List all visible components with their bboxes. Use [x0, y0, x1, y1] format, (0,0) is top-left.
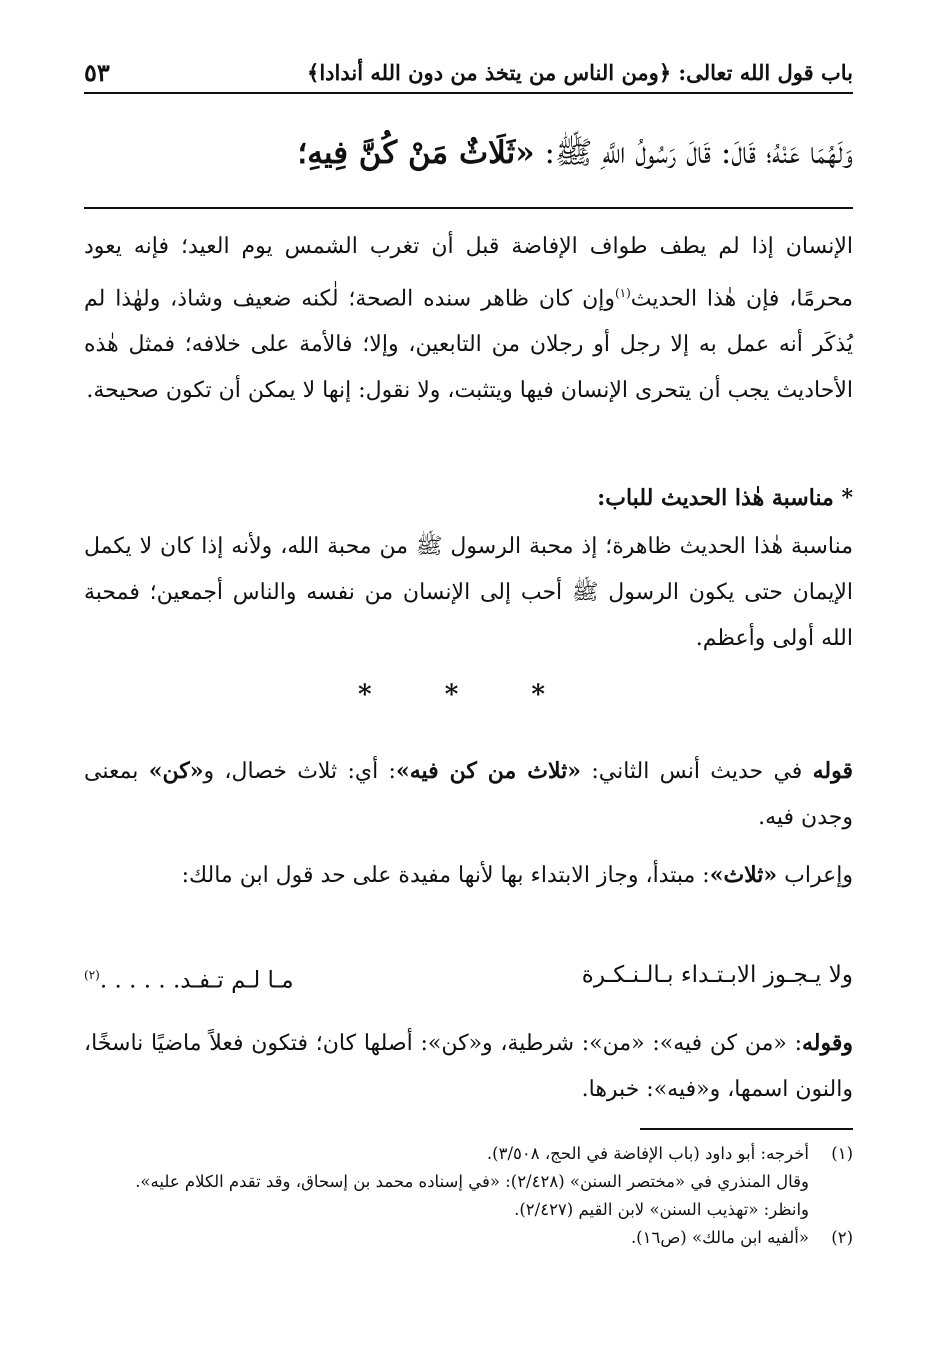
footnote-number: (٢) — [831, 1228, 853, 1247]
page-header — [84, 52, 853, 94]
section-separator: * * * — [358, 680, 577, 710]
footnote-number — [809, 1168, 853, 1196]
footnotes — [84, 1140, 853, 1252]
verse-hemistich-2: مـا لـم تـفـد. . . . . . — [99, 967, 294, 994]
paragraph-3-lead: قوله — [812, 758, 854, 784]
paragraph-4 — [84, 852, 853, 899]
footnote-number — [809, 1196, 853, 1224]
hadith-intro: وَلَهُمَا عَنْهُ؛ قَالَ: قَالَ رَسُولُ اللَّهِ ﷺ: — [534, 135, 853, 171]
paragraph-4-text-a: وإعراب — [777, 863, 853, 888]
paragraph-3-quote: «ثلاث من كن فيه» — [395, 758, 582, 784]
footnote-item — [84, 1196, 853, 1224]
verse-hemistich-1: ولا يـجـوز الابـتـداء بـالـنـكـرة — [581, 962, 853, 988]
paragraph-4-text-b: : مبتدأ، وجاز الابتداء بها لأنها مفيدة على حد قول ابن مالك: — [181, 863, 710, 888]
paragraph-3 — [84, 748, 853, 841]
running-title: باب قول الله تعالى: ﴿ومن الناس من يتخذ من دون الله أندادا﴾ — [307, 59, 853, 85]
paragraph-3-text-b: : أي: ثلاث خصال، و — [203, 759, 396, 784]
footnote-text: أخرجه: أبو داود (باب الإفاضة في الحج، ٣/٥٠٨). — [486, 1144, 809, 1163]
paragraph-1-text-a: الإنسان إذا لم يطف طواف الإفاضة قبل أن تغرب الشمس يوم العيد؛ فإنه يعود محرمًا، فإن هٰذا الحديث — [84, 234, 853, 312]
footnote-text: وقال المنذري في «مختصر السنن» (٢/٤٢٨): «في إسناده محمد بن إسحاق، وقد تقدم الكلام عليه». — [135, 1172, 809, 1191]
section-divider — [84, 207, 853, 209]
poetry-verse — [84, 955, 853, 1001]
section-heading: * مناسبة هٰذا الحديث للباب: — [597, 485, 853, 511]
paragraph-3-text-c: بمعنى وجدن فيه. — [84, 759, 853, 830]
paragraph-3-quote-2: «كن» — [148, 758, 204, 784]
hadith-quote: «ثَلَاثٌ مَنْ كُنَّ فِيهِ؛ — [297, 135, 535, 171]
footnote-item — [84, 1140, 853, 1168]
page-number: ٥٣ — [84, 57, 110, 87]
paragraph-2 — [84, 524, 853, 662]
paragraph-3-text-a: في حديث أنس الثاني: — [581, 759, 813, 784]
footnote-ref-2: (٢) — [84, 968, 100, 982]
footnote-ref-1: (١) — [614, 286, 631, 300]
paragraph-5 — [84, 1020, 853, 1113]
footnote-number: (١) — [831, 1144, 853, 1163]
paragraph-4-quote: «ثلاث» — [709, 862, 778, 888]
paragraph-1 — [84, 224, 853, 414]
hadith-text — [84, 128, 853, 178]
footnote-divider — [640, 1128, 853, 1130]
footnote-item — [84, 1168, 853, 1196]
footnote-item — [84, 1224, 853, 1252]
paragraph-1-text-b: وإن كان ظاهر سنده الصحة؛ لٰكنه ضعيف وشاذ، ولهٰذا لم يُذكَر أنه عمل به إلا رجل أو رجلان من التابعين، وإلا؛ فالأمة على خلافه؛ فمثل هٰذه الأحاديث يجب أن يتحرى الإنسان فيها ويتثبت، ولا نقول: إنها لا يمكن أن تكون صحيحة. — [84, 286, 853, 404]
footnote-text: وانظر: «تهذيب السنن» لابن القيم (٢/٤٢٧). — [514, 1200, 809, 1219]
paragraph-5-text: : «من كن فيه»: «من»: شرطية، و«كن»: أصلها كان؛ فتكون فعلاً ماضيًا ناسخًا، والنون اسمها، و«فيه»: خبرها. — [84, 1031, 853, 1102]
paragraph-2-text: مناسبة هٰذا الحديث ظاهرة؛ إذ محبة الرسول ﷺ من محبة الله، ولأنه إذا كان لا يكمل الإيمان حتى يكون الرسول ﷺ أحب إلى الإنسان من نفسه والناس أجمعين؛ فمحبة الله أولى وأعظم. — [84, 534, 853, 651]
footnote-text: «ألفيه ابن مالك» (ص١٦). — [630, 1228, 809, 1247]
paragraph-5-lead: وقوله — [801, 1030, 853, 1056]
